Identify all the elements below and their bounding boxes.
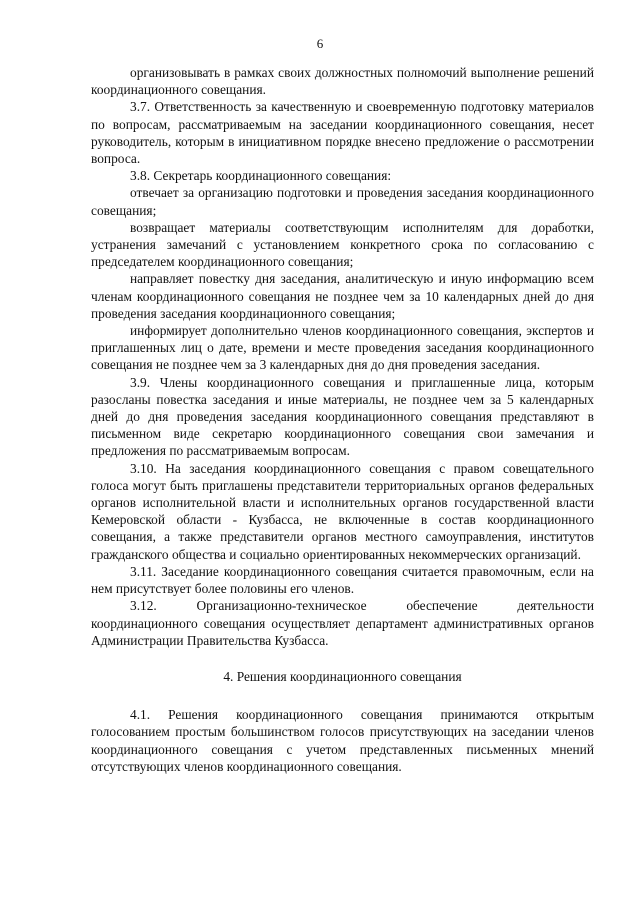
paragraph-3-8-item-1: отвечает за организацию подготовки и проведения заседания координационного совещания; [91,185,594,218]
paragraph-3-7: 3.7. Ответственность за качественную и своевременную подготовку материалов по вопросам, рассматриваемым на заседании координационного совещания, несет руководитель, которым в инициативном порядке внесено предложение о рассмотрении вопроса. [91,99,594,167]
section-heading: 4. Решения координационного совещания [223,668,462,684]
paragraph-3-8-item-2: возвращает материалы соответствующим исполнителям для доработки, устранения замечаний с установлением конкретного срока по согласованию с председателем координационного совещания; [91,219,594,270]
paragraph-3-6-continuation: организовывать в рамках своих должностных полномочий выполнение решений координационного совещания. [91,65,594,98]
paragraph-3-8-item-4: информирует дополнительно членов координационного совещания, экспертов и приглашенных лиц о дате, времени и месте проведения заседания координационного совещания не позднее чем за 3 календарных дня до дня проведения заседания. [91,323,594,373]
paragraph-3-8-item-3: направляет повестку дня заседания, аналитическую и иную информацию всем членам координационного совещания не позднее чем за 10 календарных дней до дня проведения заседания координационного совещания; [91,271,594,321]
paragraph-3-12: 3.12. Организационно-техническое обеспечение деятельности координационного совещания осуществляет департамент административных органов Администрации Правительства Кузбасса. [91,598,594,648]
paragraph-3-11: 3.11. Заседание координационного совещания считается правомочным, если на нем присутствует более половины его членов. [91,563,594,597]
paragraph-3-10: 3.10. На заседания координационного совещания с правом совещательного голоса могут быть приглашены представители территориальных органов федеральных органов исполнительной власти и исполнительных органов государственной власти Кемеровской области - Кузбасса, не включенные в состав координационного совещания, а также представители органов местного самоуправления, институтов гражданского общества и социально ориентированных некоммерческих организаций. [91,460,594,562]
document-body [91,64,594,775]
paragraph-4-1: 4.1. Решения координационного совещания принимаются открытым голосованием простым большинством голосов присутствующих на заседании членов координационного совещания с учетом представленных письменных мнений отсутствующих членов координационного совещания. [91,707,594,774]
page-number: 6 [316,36,324,51]
paragraph-3-8: 3.8. Секретарь координационного совещания: [130,168,392,184]
paragraph-3-9: 3.9. Члены координационного совещания и приглашенные лица, которым разосланы повестка заседания и иные материалы, не позднее чем за 5 календарных дней до дня проведения заседания координационного совещания представляют в письменном виде секретарю координационного совещания свои замечания и предложения по рассматриваемым вопросам. [91,374,594,459]
